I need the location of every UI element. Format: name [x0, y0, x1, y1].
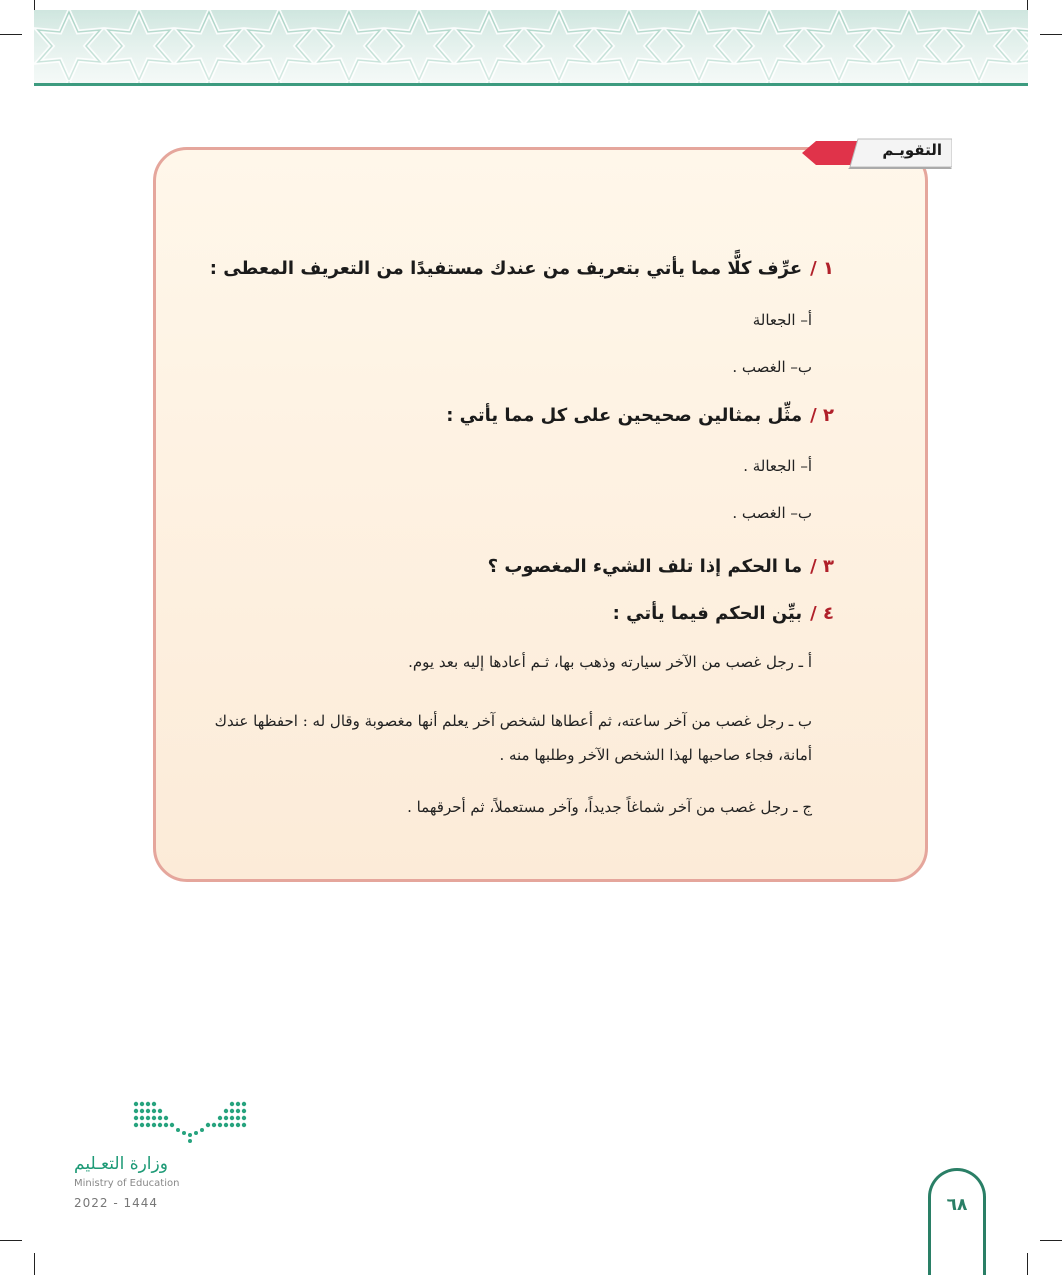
page-number: ٦٨ [946, 1195, 968, 1215]
question-4-item-c: ج ـ رجل غصب من آخر شماغاً جديداً، وآخر مستعملاً، ثم أحرقهما . [407, 798, 812, 816]
ministry-logo-icon [132, 1100, 252, 1144]
question-1 [210, 258, 834, 279]
question-text: بيِّن الحكم فيما يأتي : [612, 603, 803, 624]
question-number: ١ / [810, 258, 834, 279]
crop-mark [0, 1240, 22, 1241]
arabesque-pattern-icon [34, 10, 1028, 84]
question-2-item-a: أ– الجعالة . [743, 457, 812, 475]
crop-mark [1027, 1253, 1028, 1275]
question-text: مثِّل بمثالين صحيحين على كل مما يأتي : [446, 405, 803, 426]
question-number: ٣ / [810, 556, 834, 577]
crop-mark [1040, 1240, 1062, 1241]
question-4-item-b: ب ـ رجل غصب من آخر ساعته، ثم أعطاها لشخص آخر يعلم أنها مغصوبة وقال له : احفظها عندك أمانة، فجاء صاحبها لهذا الشخص الآخر وطلبها منه . [214, 712, 812, 764]
question-text: ما الحكم إذا تلف الشيء المغصوب ؟ [487, 556, 803, 577]
edition-year: 2022 - 1444 [74, 1196, 159, 1210]
question-number: ٢ / [810, 405, 834, 426]
question-4 [613, 603, 834, 624]
question-3 [488, 556, 834, 577]
question-2-item-b: ب– الغصب . [732, 504, 812, 522]
ministry-name-english: Ministry of Education [74, 1178, 180, 1189]
ministry-name-arabic: وزارة التعـليم [74, 1154, 168, 1174]
section-title: التقويـم [882, 141, 942, 159]
question-1-item-a: أ– الجعالة [752, 311, 812, 329]
question-number: ٤ / [810, 603, 834, 624]
crop-mark [0, 34, 22, 35]
header-pattern [34, 10, 1028, 84]
header-rule [34, 83, 1028, 86]
question-2 [446, 405, 834, 426]
section-tab [800, 137, 952, 169]
page-number-badge [928, 1168, 986, 1275]
question-text: عرِّف كلًّا مما يأتي بتعريف من عندك مستفيدًا من التعريف المعطى : [209, 258, 803, 279]
crop-mark [34, 1253, 35, 1275]
question-4-item-a: أ ـ رجل غصب من الآخر سيارته وذهب بها، ثـم أعادها إليه بعد يوم. [408, 653, 812, 671]
crop-mark [1040, 34, 1062, 35]
question-1-item-b: ب– الغصب . [732, 358, 812, 376]
